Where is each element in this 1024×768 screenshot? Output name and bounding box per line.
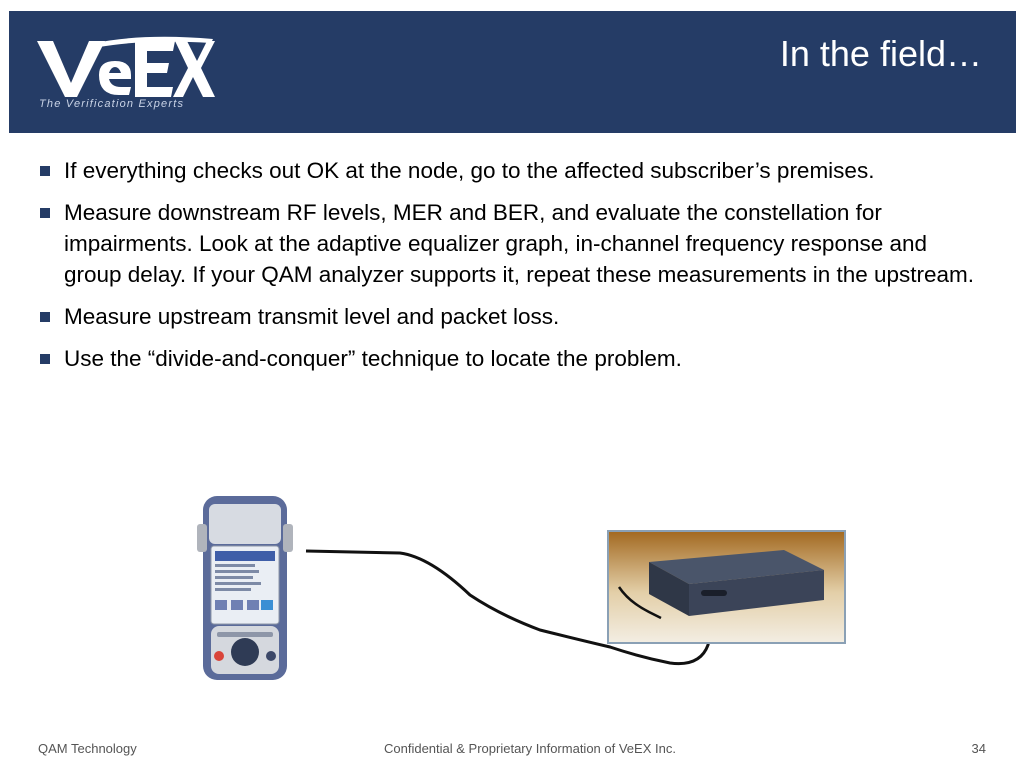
- bullet-text: If everything checks out OK at the node, go to the affected subscriber’s premises.: [64, 158, 875, 183]
- bullet-square-icon: [40, 208, 50, 218]
- bullet-item: [38, 343, 978, 374]
- bullet-text: Measure downstream RF levels, MER and BER, and evaluate the constellation for impairments. Look at the adaptive equalizer graph, in-channel frequency response and group delay. If your QAM analyzer supports it, repeat these measurements in the upstream.: [64, 200, 975, 287]
- page-number: 34: [971, 741, 986, 756]
- slide-header: [9, 11, 1016, 133]
- footer-left: QAM Technology: [38, 741, 137, 756]
- cable-modem-icon: [607, 530, 846, 644]
- bullet-item: [38, 197, 978, 290]
- bullet-text: Measure upstream transmit level and packet loss.: [64, 304, 560, 329]
- logo-tagline: The Verification Experts: [39, 98, 185, 110]
- bullet-square-icon: [40, 166, 50, 176]
- bullet-square-icon: [40, 312, 50, 322]
- footer-confidential: Confidential & Proprietary Information of VeEX Inc.: [384, 741, 676, 756]
- bullet-item: [38, 155, 978, 186]
- bullet-square-icon: [40, 354, 50, 364]
- bullet-list: [38, 155, 978, 385]
- bullet-item: [38, 301, 978, 332]
- veex-logo: [35, 35, 215, 107]
- handheld-qam-analyzer-icon: [197, 496, 297, 681]
- slide-title: In the field…: [779, 33, 982, 74]
- bullet-text: Use the “divide-and-conquer” technique to locate the problem.: [64, 346, 682, 371]
